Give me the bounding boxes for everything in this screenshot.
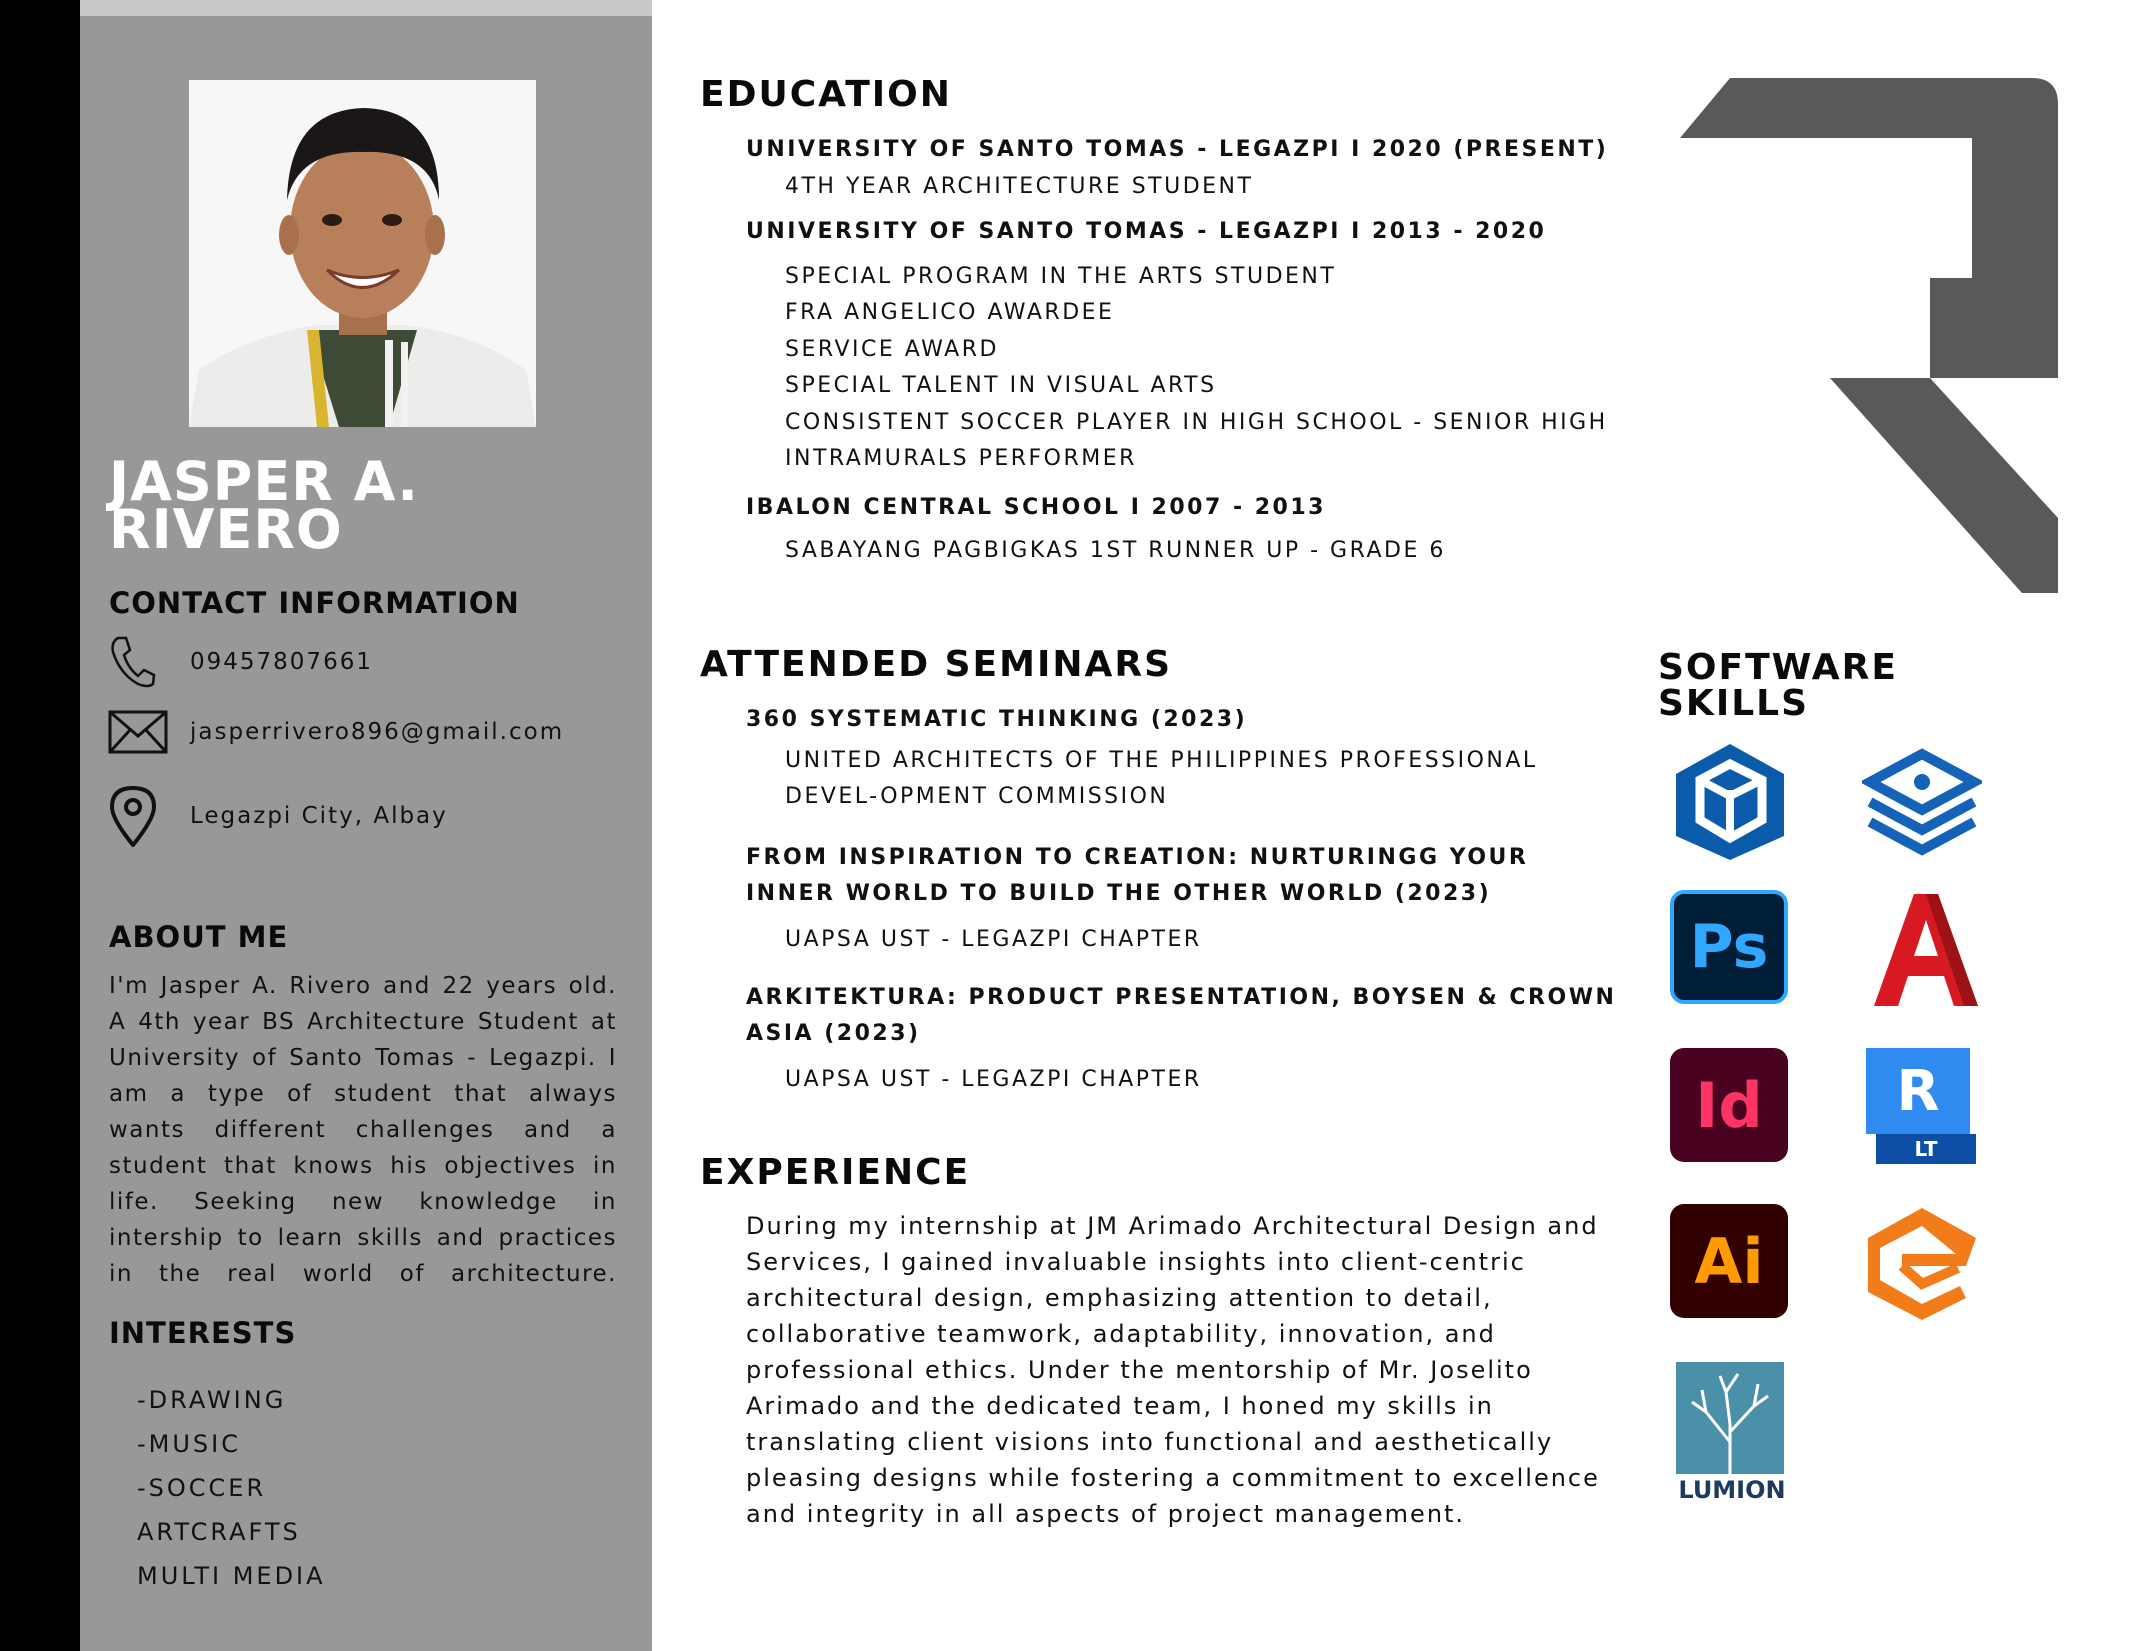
about-text: I'm Jasper A. Rivero and 22 years old. A 4th year BS Architecture Student at University of Santo Tomas - Legazpi. I am a type of student that always wants different challenges and a student that knows his objectives in life. Seeking new knowledge in intership to learn skills and practices in the real world of architecture. [109, 973, 617, 1287]
about-heading: ABOUT ME [109, 920, 289, 954]
lumion-label: LUMION [1678, 1476, 1786, 1504]
interests-list [137, 1378, 326, 1598]
portrait-illustration [189, 80, 536, 427]
indesign-icon [1670, 1048, 1788, 1162]
illustrator-label: Ai [1694, 1224, 1764, 1298]
applicant-name [109, 450, 629, 561]
personal-r-logo [1680, 78, 2060, 598]
education-item: SABAYANG PAGBIGKAS 1ST RUNNER UP - GRADE 6 [785, 538, 1446, 563]
education-title: UNIVERSITY OF SANTO TOMAS - LEGAZPI I 2013 - 2020 [746, 219, 1547, 244]
sketchup-icon [1670, 740, 1790, 860]
interest-item: ARTCRAFTS [137, 1518, 301, 1546]
lumion-tree [1676, 1362, 1784, 1474]
left-black-strip [0, 0, 80, 1651]
interests-heading: INTERESTS [109, 1316, 297, 1350]
contact-heading: CONTACT INFORMATION [109, 586, 520, 620]
education-heading: EDUCATION [700, 74, 952, 115]
revit-tile [1866, 1048, 1970, 1134]
education-item: 4TH YEAR ARCHITECTURE STUDENT [785, 174, 1254, 199]
seminar-desc: UAPSA UST - LEGAZPI CHAPTER [785, 927, 1202, 952]
name-line-1: JASPER A. [109, 450, 419, 513]
sidebar-top-band [80, 0, 652, 16]
contact-location-row [108, 786, 448, 846]
photoshop-icon [1670, 890, 1788, 1004]
layers-app-icon [1862, 740, 1982, 860]
autocad-icon [1866, 890, 1986, 1010]
revit-lt-badge [1876, 1134, 1976, 1164]
software-heading [1658, 647, 1898, 724]
education-item: SERVICE AWARD [785, 337, 999, 362]
map-pin-icon [108, 786, 168, 846]
experience-heading: EXPERIENCE [700, 1152, 971, 1193]
software-heading-line-1: SOFTWARE [1658, 647, 1898, 688]
experience-text: During my internship at JM Arimado Architectural Design and Services, I gained invaluable insights into client-centric architectural design, emphasizing attention to detail, collaborative teamwork, adaptability, innovation, and professional ethics. Under the mentorship of Mr. Joselito Arimado and the dedicated team, I honed my skills in translating client visions into functional and aesthetically pleasing designs while fostering a commitment to excellence and integrity in all aspects of project management. [746, 1212, 1600, 1528]
education-title: IBALON CENTRAL SCHOOL I 2007 - 2013 [746, 495, 1326, 520]
name-line-2: RIVERO [109, 498, 343, 561]
seminar-desc: UAPSA UST - LEGAZPI CHAPTER [785, 1067, 1202, 1092]
education-item: INTRAMURALS PERFORMER [785, 446, 1137, 471]
interest-item: MULTI MEDIA [137, 1562, 326, 1590]
education-item: CONSISTENT SOCCER PLAYER IN HIGH SCHOOL - SENIOR HIGH [785, 410, 1608, 435]
indesign-label: Id [1695, 1068, 1763, 1142]
education-title: UNIVERSITY OF SANTO TOMAS - LEGAZPI I 2020 (PRESENT) [746, 137, 1609, 162]
education-item: FRA ANGELICO AWARDEE [785, 300, 1115, 325]
seminars-heading: ATTENDED SEMINARS [700, 644, 1172, 685]
lumion-icon [1676, 1362, 1788, 1504]
revit-label: R [1896, 1058, 1940, 1124]
location-text: Legazpi City, Albay [190, 803, 448, 829]
contact-email-row [108, 702, 564, 762]
revit-sub-label: LT [1914, 1137, 1938, 1161]
revit-lt-icon [1866, 1048, 1976, 1164]
seminar-desc: UNITED ARCHITECTS OF THE PHILIPPINES PROFESSIONAL DEVEL-OPMENT COMMISSION [785, 748, 1538, 809]
interest-item: -SOCCER [137, 1474, 267, 1502]
seminar-title: 360 SYSTEMATIC THINKING (2023) [746, 707, 1248, 732]
seminar-title: ARKITEKTURA: PRODUCT PRESENTATION, BOYSEN & CROWN ASIA (2023) [746, 985, 1617, 1046]
education-item: SPECIAL TALENT IN VISUAL ARTS [785, 373, 1217, 398]
profile-photo [189, 80, 536, 427]
seminar-title: FROM INSPIRATION TO CREATION: NURTURINGG YOUR INNER WORLD TO BUILD THE OTHER WORLD (2023) [746, 845, 1529, 906]
photoshop-label: Ps [1689, 912, 1769, 982]
envelope-icon [108, 702, 168, 762]
education-item: SPECIAL PROGRAM IN THE ARTS STUDENT [785, 264, 1337, 289]
interest-item: -MUSIC [137, 1430, 242, 1458]
phone-icon [108, 632, 168, 692]
interest-item: -DRAWING [137, 1386, 287, 1414]
illustrator-icon [1670, 1204, 1788, 1318]
enscape-icon [1862, 1204, 1982, 1324]
phone-number: 09457807661 [190, 649, 373, 675]
contact-phone-row [108, 632, 373, 692]
email-address: jasperrivero896@gmail.com [190, 719, 565, 745]
software-heading-line-2: SKILLS [1658, 683, 1810, 724]
